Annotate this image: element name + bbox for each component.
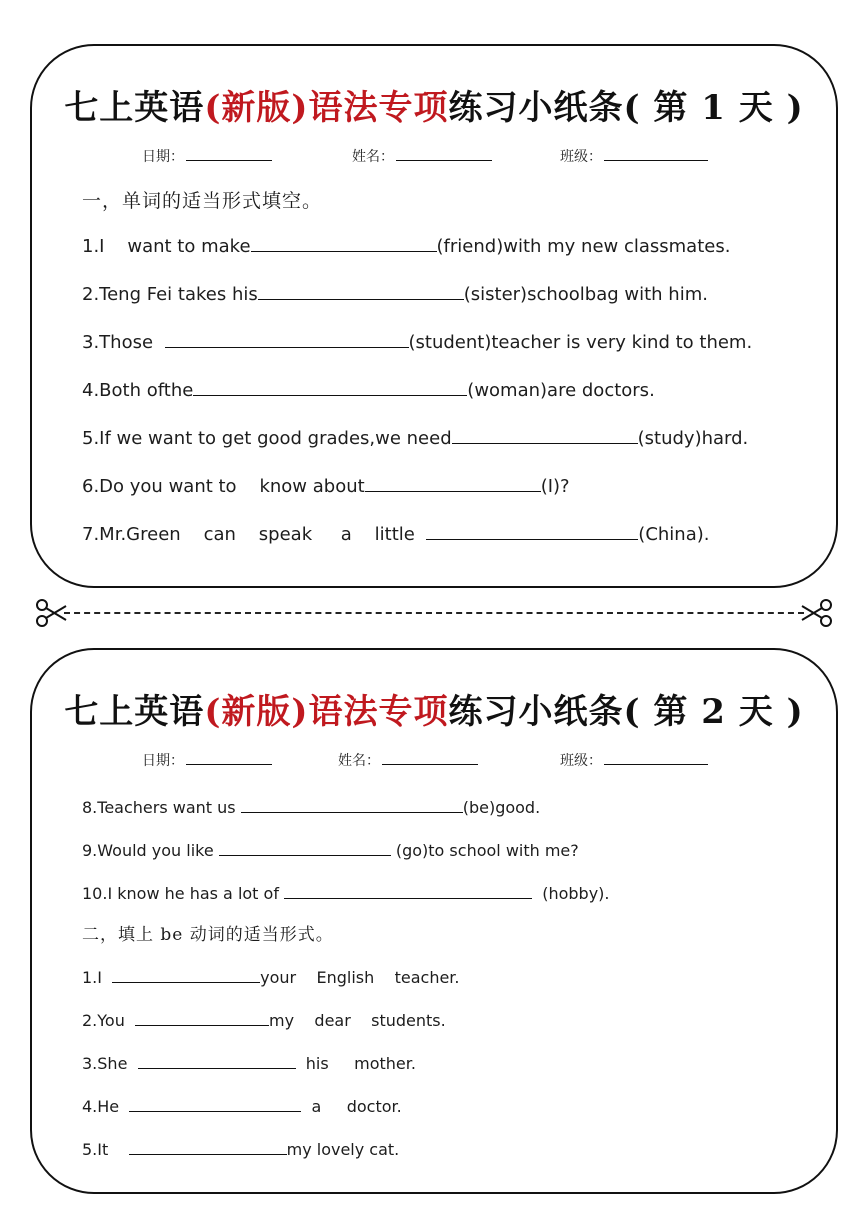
title-highlight: (新版)语法专项: [204, 88, 449, 128]
question-line: 8.Teachers want us (be)good.: [82, 794, 540, 817]
title-suffix: 练习小纸条( 第 1 天 ): [448, 88, 804, 128]
worksheet-card-day2: [30, 648, 838, 1194]
answer-blank[interactable]: [426, 521, 638, 540]
answer-blank[interactable]: [452, 425, 638, 444]
section-heading: 二，填上 be 动词的适当形式。: [82, 925, 334, 945]
date-field[interactable]: 日期：: [142, 146, 272, 166]
dashed-line: [64, 612, 804, 614]
question-line: 5.If we want to get good grades,we need (study)hard.: [82, 425, 748, 449]
cut-line: [0, 598, 868, 628]
class-field[interactable]: 班级：: [560, 146, 708, 166]
answer-blank[interactable]: [365, 473, 541, 492]
answer-blank[interactable]: [138, 1050, 296, 1069]
answer-blank[interactable]: [241, 794, 463, 813]
answer-blank[interactable]: [258, 281, 464, 300]
worksheet-card-day1: [30, 44, 838, 588]
question-line: 10.I know he has a lot of (hobby).: [82, 880, 610, 903]
question-line: 4.Both ofthe (woman)are doctors.: [82, 377, 655, 401]
question-line: 6.Do you want to know about (I)?: [82, 473, 570, 497]
title-highlight: (新版)语法专项: [204, 692, 449, 732]
question-line: 9.Would you like (go)to school with me?: [82, 837, 579, 860]
worksheet-title: [32, 80, 836, 129]
question-line: 2.You my dear students.: [82, 1007, 446, 1030]
question-line: 3.Those (student)teacher is very kind to them.: [82, 329, 752, 353]
question-line: 4.He a doctor.: [82, 1093, 402, 1116]
question-line: 1.I want to make (friend)with my new classmates.: [82, 233, 730, 257]
student-info-row: [32, 750, 836, 772]
answer-blank[interactable]: [135, 1007, 269, 1026]
answer-blank[interactable]: [129, 1093, 301, 1112]
title-prefix: 七上英语: [64, 692, 205, 732]
answer-blank[interactable]: [129, 1136, 287, 1155]
question-line: 3.She his mother.: [82, 1050, 416, 1073]
worksheet-title: [32, 684, 836, 733]
answer-blank[interactable]: [165, 329, 409, 348]
answer-blank[interactable]: [251, 233, 437, 252]
answer-blank[interactable]: [112, 964, 260, 983]
scissors-icon: [800, 598, 834, 628]
question-line: 5.It my lovely cat.: [82, 1136, 399, 1159]
answer-blank[interactable]: [219, 837, 391, 856]
answer-blank[interactable]: [193, 377, 467, 396]
title-suffix: 练习小纸条( 第 2 天 ): [448, 692, 804, 732]
student-info-row: [32, 146, 836, 168]
question-line: 1.I your English teacher.: [82, 964, 460, 987]
scissors-icon: [34, 598, 68, 628]
name-field[interactable]: 姓名：: [352, 146, 492, 166]
name-field[interactable]: 姓名：: [338, 750, 478, 770]
question-line: 7.Mr.Green can speak a little (China).: [82, 521, 709, 545]
question-line: 2.Teng Fei takes his (sister)schoolbag with him.: [82, 281, 708, 305]
date-field[interactable]: 日期：: [142, 750, 272, 770]
class-field[interactable]: 班级：: [560, 750, 708, 770]
title-prefix: 七上英语: [64, 88, 205, 128]
section-heading: 一，单词的适当形式填空。: [82, 190, 323, 212]
answer-blank[interactable]: [284, 880, 532, 899]
